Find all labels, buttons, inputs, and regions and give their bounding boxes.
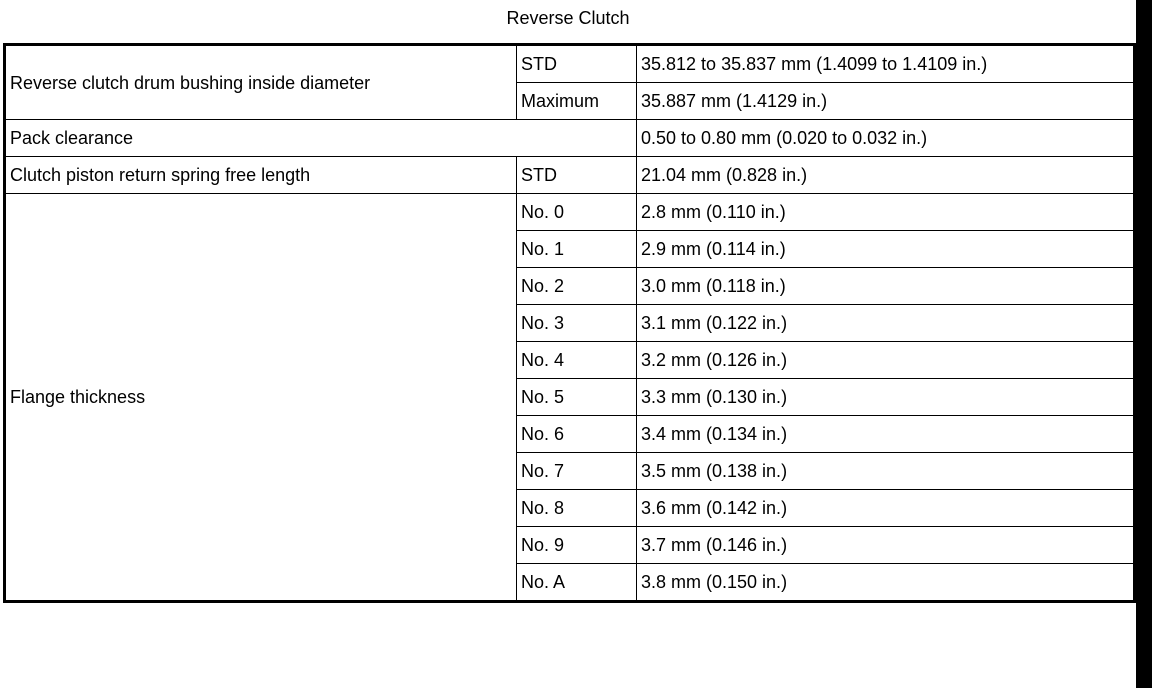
flange-value: 3.2 mm (0.126 in.) [637,342,1135,379]
flange-value: 3.0 mm (0.118 in.) [637,268,1135,305]
flange-no: No. 5 [517,379,637,416]
label-spring-std: STD [517,157,637,194]
flange-no: No. 0 [517,194,637,231]
flange-no: No. 7 [517,453,637,490]
flange-no: No. 3 [517,305,637,342]
flange-value: 3.8 mm (0.150 in.) [637,564,1135,602]
right-edge-bar [1136,0,1152,688]
table-row [5,157,1135,194]
label-bushing-max: Maximum [517,83,637,120]
item-flange-thickness: Flange thickness [5,194,517,602]
table-row [5,194,1135,231]
item-bushing: Reverse clutch drum bushing inside diameter [5,45,517,120]
flange-value: 3.5 mm (0.138 in.) [637,453,1135,490]
flange-value: 3.7 mm (0.146 in.) [637,527,1135,564]
table-row [5,45,1135,83]
flange-no: No. A [517,564,637,602]
table-row [5,120,1135,157]
flange-no: No. 8 [517,490,637,527]
value-spring-std: 21.04 mm (0.828 in.) [637,157,1135,194]
value-pack-clearance: 0.50 to 0.80 mm (0.020 to 0.032 in.) [637,120,1135,157]
spec-table [3,43,1136,603]
flange-value: 3.6 mm (0.142 in.) [637,490,1135,527]
value-bushing-std: 35.812 to 35.837 mm (1.4099 to 1.4109 in.) [637,45,1135,83]
flange-value: 2.8 mm (0.110 in.) [637,194,1135,231]
value-bushing-max: 35.887 mm (1.4129 in.) [637,83,1135,120]
flange-value: 3.3 mm (0.130 in.) [637,379,1135,416]
flange-value: 3.4 mm (0.134 in.) [637,416,1135,453]
flange-value: 3.1 mm (0.122 in.) [637,305,1135,342]
flange-value: 2.9 mm (0.114 in.) [637,231,1135,268]
flange-no: No. 6 [517,416,637,453]
flange-no: No. 4 [517,342,637,379]
page-title: Reverse Clutch [506,8,630,28]
item-spring-length: Clutch piston return spring free length [5,157,517,194]
flange-no: No. 2 [517,268,637,305]
flange-no: No. 9 [517,527,637,564]
flange-no: No. 1 [517,231,637,268]
item-pack-clearance: Pack clearance [5,120,637,157]
label-bushing-std: STD [517,45,637,83]
